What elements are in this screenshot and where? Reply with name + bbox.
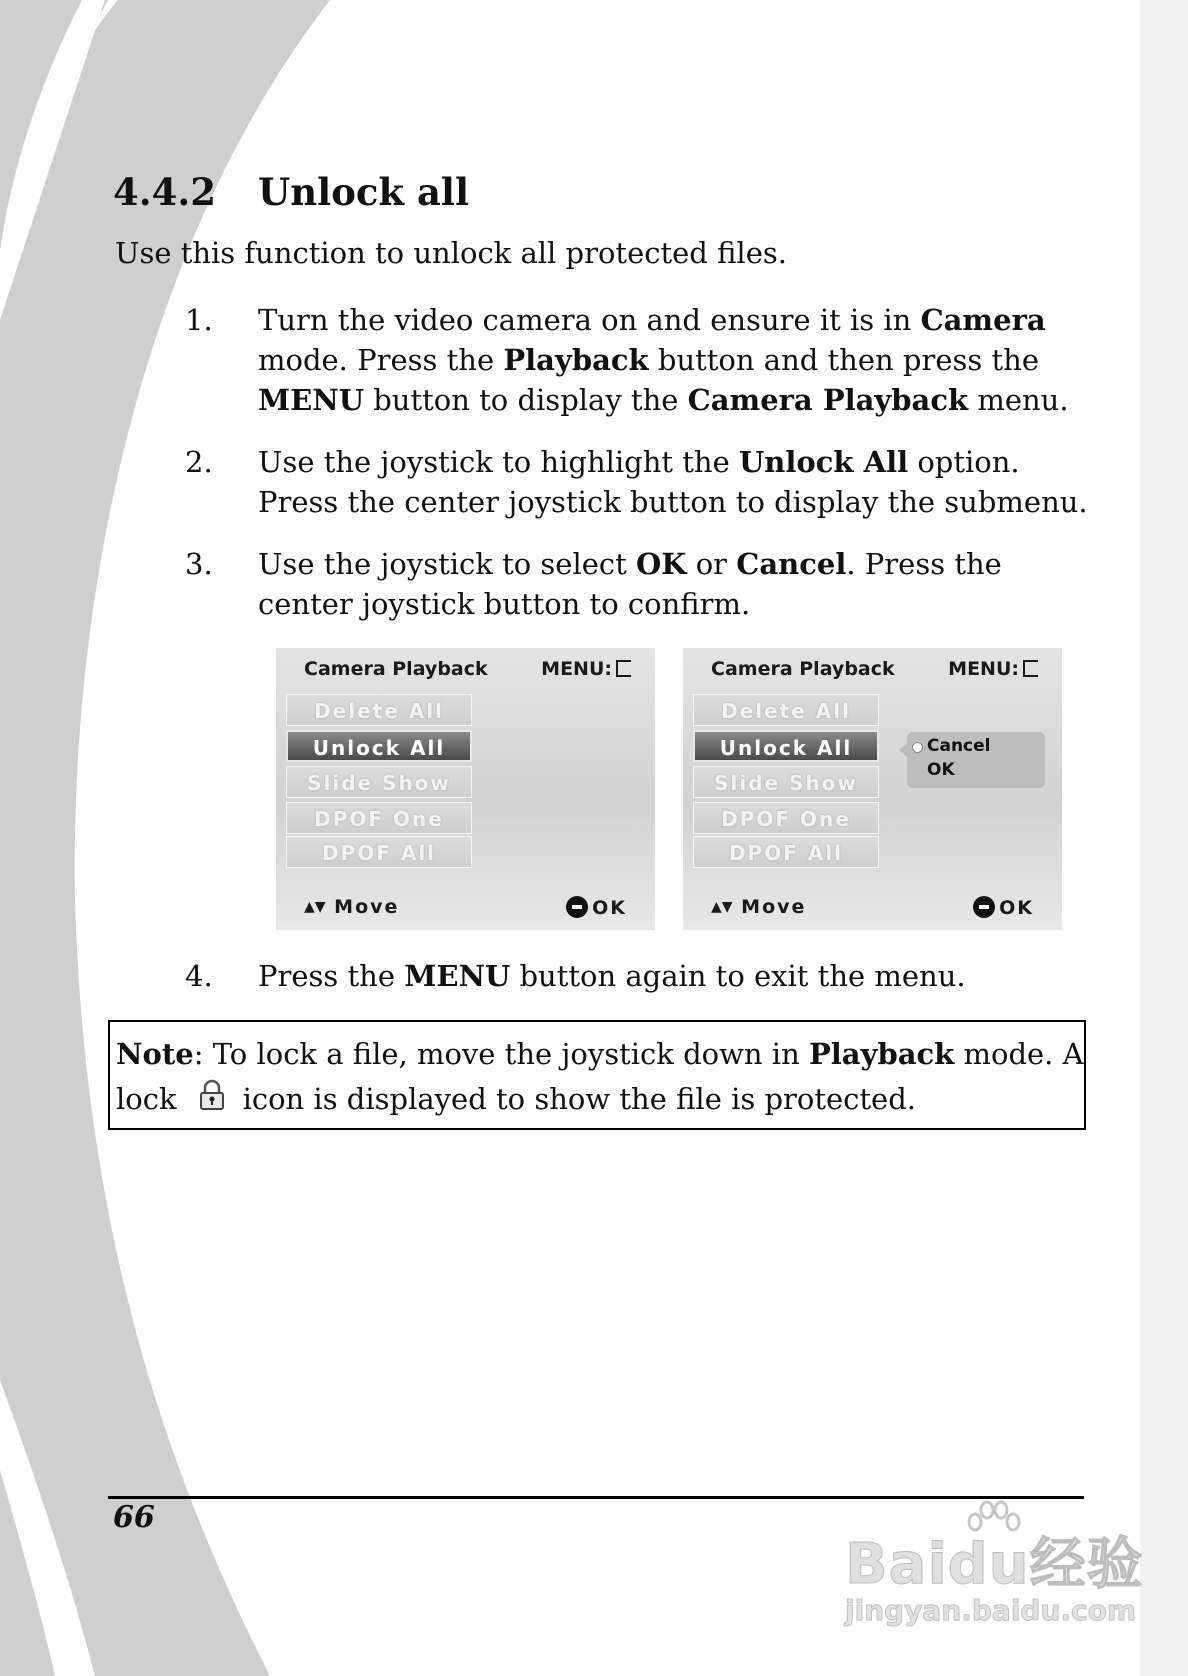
section-number: 4.4.2: [113, 170, 216, 214]
radio-selected-icon: [912, 742, 923, 753]
step-text: Press the MENU button again to exit the menu.: [258, 959, 966, 993]
note-line-2: lock icon is displayed to show the file is protected.: [116, 1077, 916, 1124]
watermark-url: jingyan.baidu.com: [845, 1594, 1137, 1627]
footer-rule: [108, 1496, 1084, 1499]
camera-playback-screenshot-2: [683, 648, 1062, 930]
confirm-submenu: [907, 732, 1045, 788]
section-title: Unlock all: [258, 170, 470, 214]
menu-exit-hint: MENU:: [948, 658, 1038, 680]
menu-item-dpof-one: DPOF One: [286, 802, 472, 834]
intro-paragraph: Use this function to unlock all protected files.: [115, 236, 787, 270]
enter-button-icon: [566, 896, 588, 918]
menu-item-slide-show: Slide Show: [286, 766, 472, 798]
ok-hint: OK: [566, 896, 627, 919]
lock-icon: [199, 1079, 225, 1124]
menu-item-slide-show: Slide Show: [693, 766, 879, 798]
menu-item-unlock-all: Unlock All: [286, 730, 472, 762]
ok-hint: OK: [973, 896, 1034, 919]
section-heading: [113, 170, 469, 214]
note-line-1: Note: To lock a file, move the joystick down in Playback mode. A: [116, 1037, 1084, 1071]
menu-item-delete-all: Delete All: [693, 694, 879, 726]
move-hint: ▲▼ Move: [304, 896, 400, 918]
paw-logo-icon: [963, 1500, 1023, 1550]
page-number: 66: [113, 1500, 155, 1535]
menu-item-dpof-one: DPOF One: [693, 802, 879, 834]
step-number: 2.: [185, 445, 213, 479]
up-down-arrow-icon: ▲▼: [304, 899, 326, 915]
step-number: 1.: [185, 303, 213, 337]
submenu-option-cancel: Cancel: [927, 736, 991, 756]
up-down-arrow-icon: ▲▼: [711, 899, 733, 915]
step-text: Use the joystick to select OK or Cancel. Press the center joystick button to confirm.: [258, 547, 1002, 621]
menu-item-dpof-all: DPOF All: [693, 836, 879, 868]
step-number: 4.: [185, 959, 213, 993]
menu-item-delete-all: Delete All: [286, 694, 472, 726]
submenu-option-ok: OK: [927, 760, 955, 780]
note-box: [108, 1020, 1086, 1130]
step-text: Turn the video camera on and ensure it is in Camera mode. Press the Playback button and then press the MENU button to display the Camera Playback menu.: [258, 303, 1069, 417]
screen-title: Camera Playback: [711, 658, 895, 680]
menu-exit-hint: MENU:: [541, 658, 631, 680]
note-label: Note: [116, 1037, 194, 1071]
exit-icon: [1023, 660, 1038, 677]
watermark-brand: Baidu经验: [845, 1532, 1144, 1597]
menu-item-dpof-all: DPOF All: [286, 836, 472, 868]
screen-title: Camera Playback: [304, 658, 488, 680]
camera-playback-screenshot-1: [276, 648, 655, 930]
exit-icon: [616, 660, 631, 677]
step-number: 3.: [185, 547, 213, 581]
enter-button-icon: [973, 896, 995, 918]
step-text: Use the joystick to highlight the Unlock All option. Press the center joystick button to display the submenu.: [258, 445, 1088, 519]
menu-item-unlock-all: Unlock All: [693, 730, 879, 762]
move-hint: ▲▼ Move: [711, 896, 807, 918]
